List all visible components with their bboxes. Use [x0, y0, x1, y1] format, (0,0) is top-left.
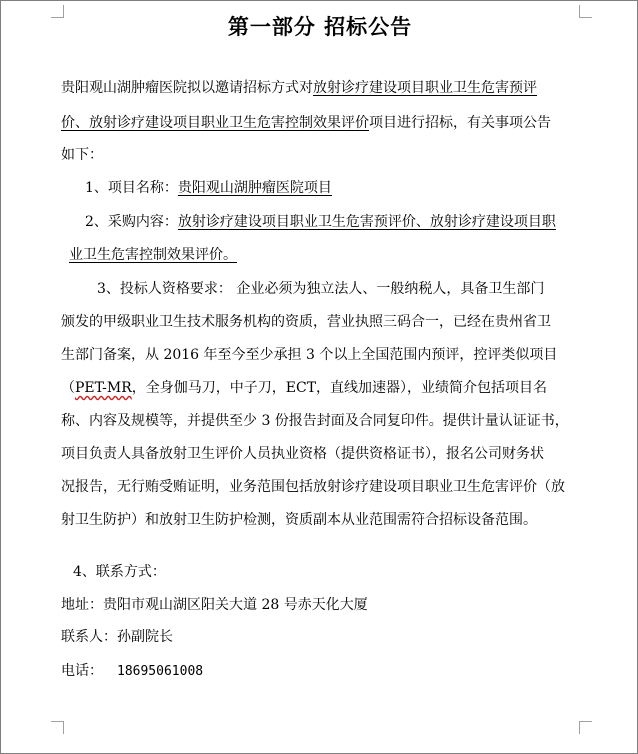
- page-title: 第一部分 招标公告: [227, 14, 413, 39]
- item-3-text: （: [61, 380, 75, 396]
- spellcheck-marked-text: PET-MR: [75, 380, 132, 396]
- item-1-value: 贵阳观山湖肿瘤医院项目: [177, 180, 332, 196]
- intro-text: 贵阳观山湖肿瘤医院拟以邀请招标方式对: [61, 80, 313, 96]
- item-2-line-2: [69, 245, 237, 265]
- item-4-label: 4、联系方式：: [73, 564, 166, 580]
- contact-person: 联系人：孙副院长: [61, 629, 173, 645]
- item-3-line-7: 况报告，无行贿受贿证明，业务范围包括放射诊疗建设项目职业卫生危害评价（放: [61, 479, 565, 495]
- intro-line-2: [61, 113, 551, 133]
- contact-address: 地址：贵阳市观山湖区阳关大道 28 号赤天化大厦: [61, 597, 368, 613]
- item-3-line-3: 生部门备案，从 2016 年至今至少承担 3 个以上全国范围内预评，控评类似项目: [61, 347, 558, 363]
- intro-line-3: 如下：: [61, 147, 103, 163]
- item-3-line-4: [61, 378, 547, 398]
- item-3-line-1: 3、投标人资格要求： 企业必须为独立法人、一般纳税人，具备卫生部门: [97, 281, 545, 297]
- item-2-line-1: [85, 212, 556, 232]
- item-3-text: ，全身伽马刀，中子刀，ECT，直线加速器），业绩简介包括项目名: [131, 380, 548, 396]
- item-1: [85, 178, 332, 198]
- intro-text: 项目进行招标，有关事项公告: [369, 115, 551, 131]
- item-2-value: 业卫生危害控制效果评价。: [69, 247, 237, 263]
- contact-phone: [61, 661, 203, 682]
- phone-label: 电话：: [61, 663, 103, 679]
- phone-number: 18695061008: [117, 664, 204, 679]
- item-3-line-5: 称、内容及规模等，并提供至少 3 份报告封面及合同复印件。提供计量认证证书，: [61, 413, 569, 429]
- item-3-line-6: 项目负责人具备放射卫生评价人员执业资格（提供资格证书），报名公司财务状: [61, 446, 544, 462]
- underlined-project-text: 价、放射诊疗建设项目职业卫生危害控制效果评价: [61, 115, 369, 131]
- item-3-line-2: 颁发的甲级职业卫生技术服务机构的资质，营业执照三码合一，已经在贵州省卫: [61, 314, 551, 330]
- item-2-value: 放射诊疗建设项目职业卫生危害预评价、放射诊疗建设项目职: [177, 214, 556, 230]
- margin-corner-mark: [579, 721, 592, 734]
- item-1-label: 1、项目名称：: [85, 180, 178, 196]
- item-3-line-8: 射卫生防护）和放射卫生防护检测，资质副本从业范围需符合招标设备范围。: [61, 512, 537, 528]
- underlined-project-text: 放射诊疗建设项目职业卫生危害预评: [313, 80, 537, 96]
- item-2-label: 2、采购内容：: [85, 214, 178, 230]
- margin-corner-mark: [51, 721, 64, 734]
- intro-line-1: [61, 78, 537, 98]
